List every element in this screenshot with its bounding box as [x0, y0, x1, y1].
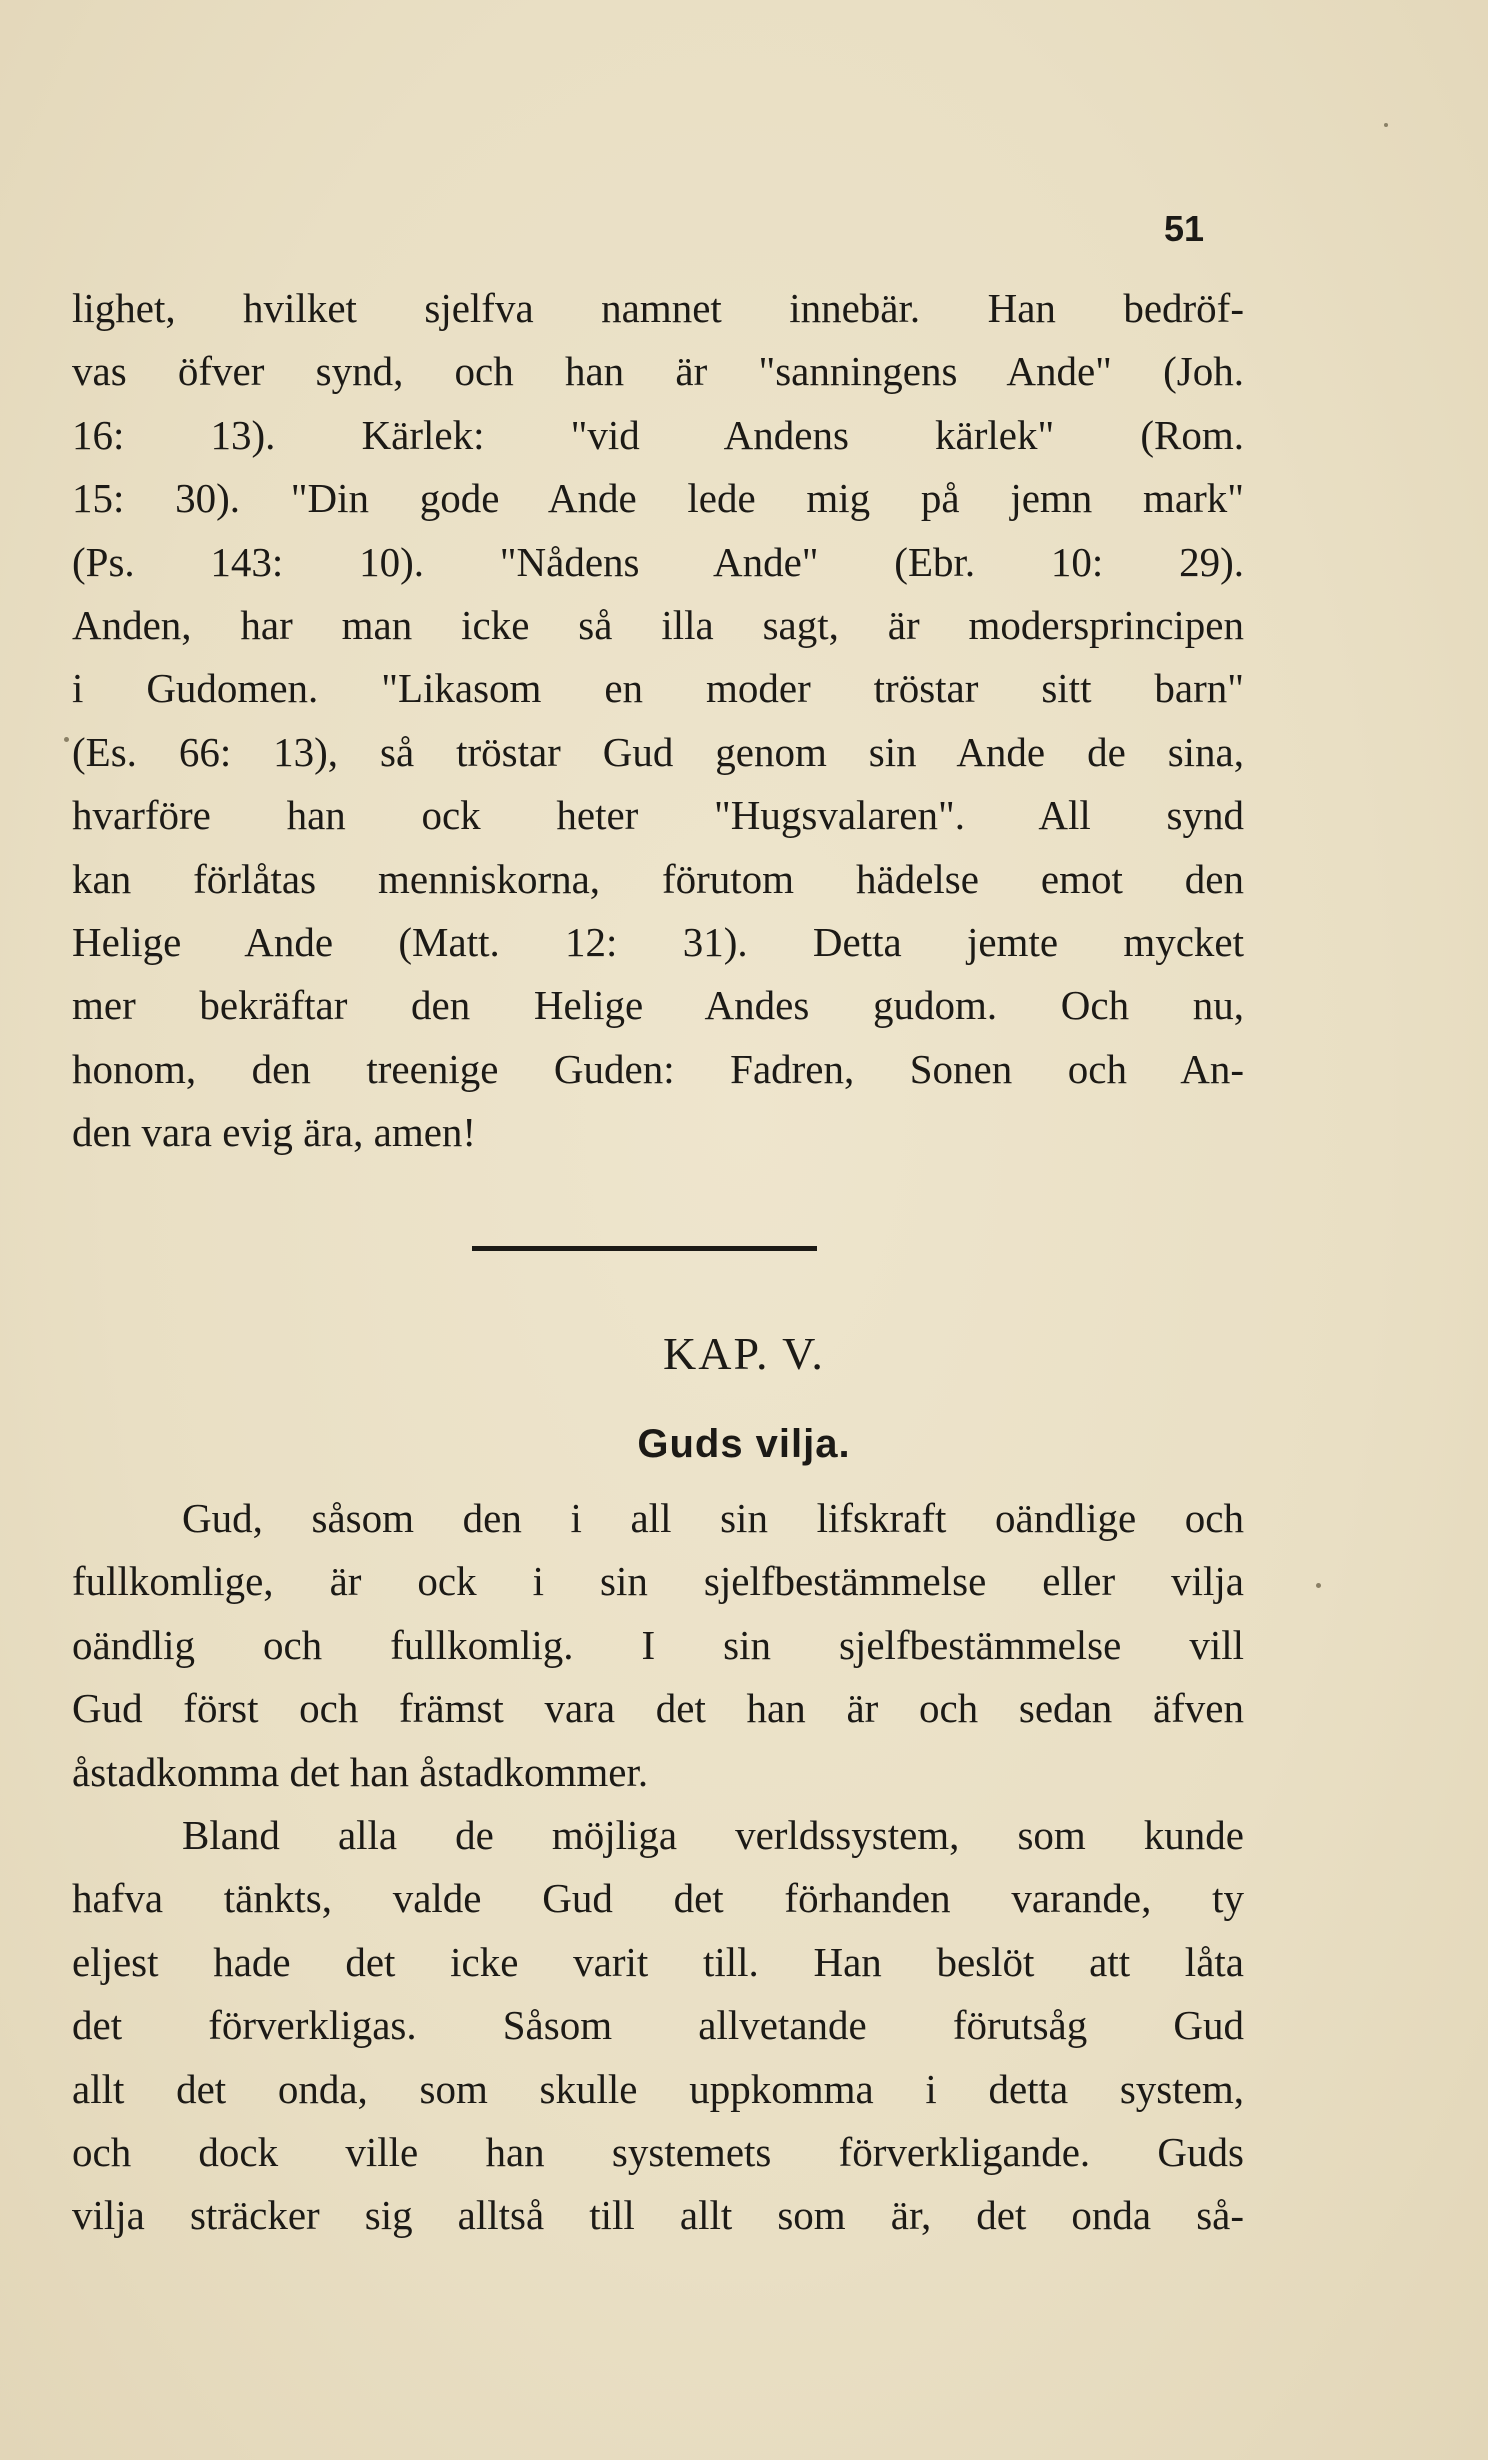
text-line: åstadkomma det han åstadkommer. — [72, 1748, 649, 1795]
text-line: lighet, hvilket sjelfva namnet innebär. Han bedröf- — [72, 285, 1244, 331]
paper-speck — [64, 737, 69, 742]
text-line: 16: 13). Kärlek: "vid Andens kärlek" (Rom. — [72, 411, 1244, 458]
chapter-body — [72, 1487, 1244, 2248]
text-line: 15: 30). "Din gode Ande lede mig på jemn mark" — [72, 475, 1244, 522]
text-line: Gud, såsom den i all sin lifskraft oändlige och — [182, 1495, 1244, 1541]
text-line: allt det onda, som skulle uppkomma i detta system, — [72, 2065, 1244, 2112]
text-line: (Ps. 143: 10). "Nådens Ande" (Ebr. 10: 29). — [72, 538, 1244, 585]
section-heading: Guds vilja. — [637, 1422, 851, 1466]
chapter-heading: KAP. V. — [663, 1328, 825, 1379]
text-line: (Es. 66: 13), så tröstar Gud genom sin Ande de sina, — [72, 728, 1244, 775]
text-line: Anden, har man icke så illa sagt, är modersprincipen — [72, 601, 1244, 648]
text-line: hafva tänkts, valde Gud det förhanden varande, ty — [72, 1875, 1244, 1922]
text-line: hvarföre han ock heter "Hugsvalaren". All synd — [72, 792, 1244, 839]
text-line: vas öfver synd, och han är "sanningens Ande" (Joh. — [72, 348, 1244, 395]
text-line: honom, den treenige Guden: Fadren, Sonen och An- — [72, 1045, 1244, 1092]
section-divider-rule — [472, 1246, 817, 1251]
text-line: kan förlåtas menniskorna, förutom hädelse emot den — [72, 855, 1244, 902]
paper-speck — [1384, 123, 1388, 127]
text-line: oändlig och fullkomlig. I sin sjelfbestämmelse vill — [72, 1621, 1244, 1668]
text-line: Bland alla de möjliga verldssystem, som kunde — [182, 1811, 1244, 1858]
text-line: Helige Ande (Matt. 12: 31). Detta jemte mycket — [72, 918, 1244, 965]
text-line: i Gudomen. "Likasom en moder tröstar sitt barn" — [72, 665, 1244, 712]
page-number: 51 — [1163, 208, 1204, 249]
text-line: det förverkligas. Såsom allvetande förutsåg Gud — [72, 2002, 1244, 2049]
paper-speck — [1316, 1583, 1321, 1588]
text-line: och dock ville han systemets förverkligande. Guds — [72, 2128, 1244, 2175]
paragraph — [72, 1487, 1244, 1804]
text-line: Gud först och främst vara det han är och sedan äfven — [72, 1685, 1244, 1732]
paragraph-continuation — [72, 277, 1244, 1164]
text-line: den vara evig ära, amen! — [72, 1109, 477, 1156]
text-line: mer bekräftar den Helige Andes gudom. Och nu, — [72, 982, 1244, 1029]
text-line: vilja sträcker sig alltså till allt som är, det onda så- — [72, 2192, 1244, 2239]
paragraph — [72, 1804, 1244, 2248]
text-line: fullkomlige, är ock i sin sjelfbestämmelse eller vilja — [72, 1558, 1244, 1605]
text-line: eljest hade det icke varit till. Han beslöt att låta — [72, 1938, 1244, 1985]
